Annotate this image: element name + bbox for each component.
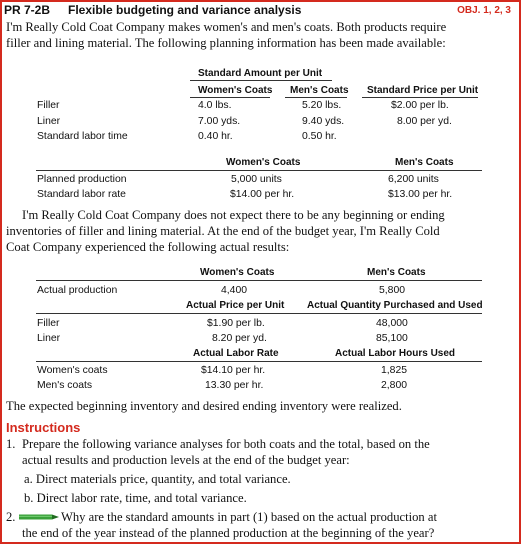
intro-line-1: I'm Really Cold Coat Company makes women's and men's coats. Both products require: [6, 20, 447, 34]
table1-rule-mens: [285, 97, 347, 98]
closing-text: The expected beginning inventory and desired ending inventory were realized.: [6, 399, 402, 413]
table1-row-price: 8.00 per yd.: [397, 116, 452, 127]
table3-rule-top: [36, 280, 482, 281]
actual-production-womens: 4,400: [221, 285, 248, 296]
table3-sub-price: Actual Price per Unit: [186, 300, 285, 311]
table2-row-mens: 6,200 units: [388, 174, 439, 185]
middle-line-1: I'm Really Cold Coat Company does not expect there to be any beginning or ending: [22, 208, 445, 222]
table1-col-price: Standard Price per Unit: [367, 85, 479, 96]
table3-col-womens: Women's Coats: [200, 267, 275, 278]
table2-col-mens: Men's Coats: [395, 157, 454, 168]
table2-row-label: Planned production: [37, 174, 127, 185]
table1-row-womens: 7.00 yds.: [198, 116, 241, 127]
intro-line-2: filler and lining material. The following planning information has been made available:: [6, 36, 446, 50]
labor-row-rate: 13.30 per hr.: [205, 380, 264, 391]
table3-rule-labor: [36, 361, 482, 362]
table1-row-mens: 9.40 yds.: [302, 116, 345, 127]
material-row-qty: 85,100: [376, 333, 408, 344]
table1-row-label: Standard labor time: [37, 131, 128, 142]
table1-col-womens: Women's Coats: [198, 85, 273, 96]
labor-row-rate: $14.10 per hr.: [201, 365, 266, 376]
labor-row-hours: 1,825: [381, 365, 408, 376]
table1-row-label: Liner: [37, 116, 61, 127]
instruction-1a: a. Direct materials price, quantity, and total variance.: [24, 472, 291, 486]
material-row-qty: 48,000: [376, 318, 408, 329]
table1-row-price: $2.00 per lb.: [391, 100, 449, 111]
table1-rule-womens: [190, 97, 270, 98]
table2-col-womens: Women's Coats: [226, 157, 301, 168]
material-row-label: Filler: [37, 318, 60, 329]
material-row-label: Liner: [37, 333, 61, 344]
instruction-2-line-1: Why are the standard amounts in part (1) based on the actual production at: [61, 510, 437, 524]
table3-rule-materials: [36, 313, 482, 314]
table1-row-mens: 0.50 hr.: [302, 131, 337, 142]
table3-col-mens: Men's Coats: [367, 267, 426, 278]
instruction-1-line-1: Prepare the following variance analyses for both coats and the total, based on the: [22, 437, 430, 451]
table1-col-mens: Men's Coats: [290, 85, 349, 96]
table1-row-label: Filler: [37, 100, 60, 111]
table2-row-womens: 5,000 units: [231, 174, 282, 185]
table2-row-womens: $14.00 per hr.: [230, 189, 295, 200]
actual-production-mens: 5,800: [379, 285, 406, 296]
table3-sub-hours: Actual Labor Hours Used: [335, 348, 456, 359]
objectives-label: OBJ. 1, 2, 3: [457, 5, 511, 16]
labor-row-label: Women's coats: [37, 365, 108, 376]
material-row-price: 8.20 per yd.: [212, 333, 267, 344]
instruction-1-number: 1.: [6, 437, 16, 451]
table1-rule-price: [362, 97, 478, 98]
table2-rule: [36, 170, 482, 171]
table3-sub-rate: Actual Labor Rate: [193, 348, 279, 359]
actual-production-label: Actual production: [37, 285, 118, 296]
table2-row-mens: $13.00 per hr.: [388, 189, 453, 200]
table1-row-womens: 4.0 lbs.: [198, 100, 232, 111]
instruction-1-line-2: actual results and production levels at the end of the budget year:: [22, 453, 350, 467]
table1-group-header: Standard Amount per Unit: [198, 68, 323, 79]
instruction-1b: b. Direct labor rate, time, and total variance.: [24, 491, 247, 505]
problem-number: PR 7-2B: [4, 3, 51, 17]
middle-line-2: inventories of filler and lining material. At the end of the budget year, I'm Really Cold: [6, 224, 440, 238]
problem-title: Flexible budgeting and variance analysis: [68, 3, 302, 17]
table1-row-mens: 5.20 lbs.: [302, 100, 342, 111]
table1-row-womens: 0.40 hr.: [198, 131, 233, 142]
labor-row-label: Men's coats: [37, 380, 93, 391]
instruction-2-line-2: the end of the year instead of the planned production at the beginning of the year?: [22, 526, 435, 540]
instructions-heading: Instructions: [6, 420, 81, 435]
table3-sub-qty: Actual Quantity Purchased and Used: [307, 300, 483, 311]
pencil-icon: [19, 514, 59, 520]
labor-row-hours: 2,800: [381, 380, 408, 391]
middle-line-3: Coat Company experienced the following actual results:: [6, 240, 290, 254]
table1-group-rule: [190, 80, 332, 81]
instruction-2-number: 2.: [6, 510, 16, 524]
material-row-price: $1.90 per lb.: [207, 318, 265, 329]
table2-row-label: Standard labor rate: [37, 189, 126, 200]
